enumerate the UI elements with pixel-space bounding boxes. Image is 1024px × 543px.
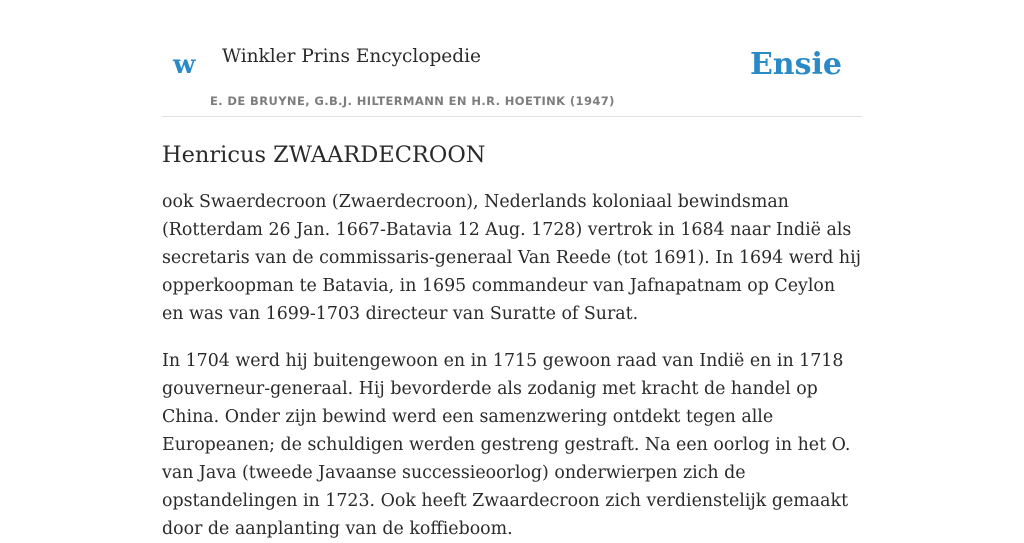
article-paragraph: ook Swaerdecroon (Zwaerdecroon), Nederlands koloniaal bewindsman (Rotterdam 26 Jan. 1667-Batavia 12 Aug. 1728) vertrok in 1684 naar Indië als secretaris van de commissaris-generaal Van Reede (tot 1691). In 1694 werd hij opperkoopman te Batavia, in 1695 commandeur van Jafnapatnam op Ceylon en was van 1699-1703 directeur van Suratte of Surat. <box>162 192 862 325</box>
source-title[interactable]: Winkler Prins Encyclopedie <box>222 46 481 67</box>
article-paragraph: In 1704 werd hij buitengewoon en in 1715 gewoon raad van Indië en in 1718 gouverneur-generaal. Hij bevorderde als zodanig met kracht de handel op China. Onder zijn bewind werd een samenzwering ontdekt tegen alle Europeanen; de schuldigen werden gestreng gestraft. Na een oorlog in het O. van Java (tweede Javaanse successieoorlog) onderwierpen zich de opstandelingen in 1723. Ook heeft Zwaardecroon zich verdienstelijk gemaakt door de aanplanting van de koffieboom. <box>162 351 851 540</box>
article-title: Henricus ZWAARDECROON <box>162 142 486 168</box>
page <box>162 0 862 543</box>
source-logo-icon[interactable]: w <box>173 50 196 80</box>
source-header <box>162 0 862 117</box>
source-authors: E. DE BRUYNE, G.B.J. HILTERMANN EN H.R. HOETINK (1947) <box>210 94 615 108</box>
ensie-logo-link[interactable]: Ensie <box>749 47 842 82</box>
